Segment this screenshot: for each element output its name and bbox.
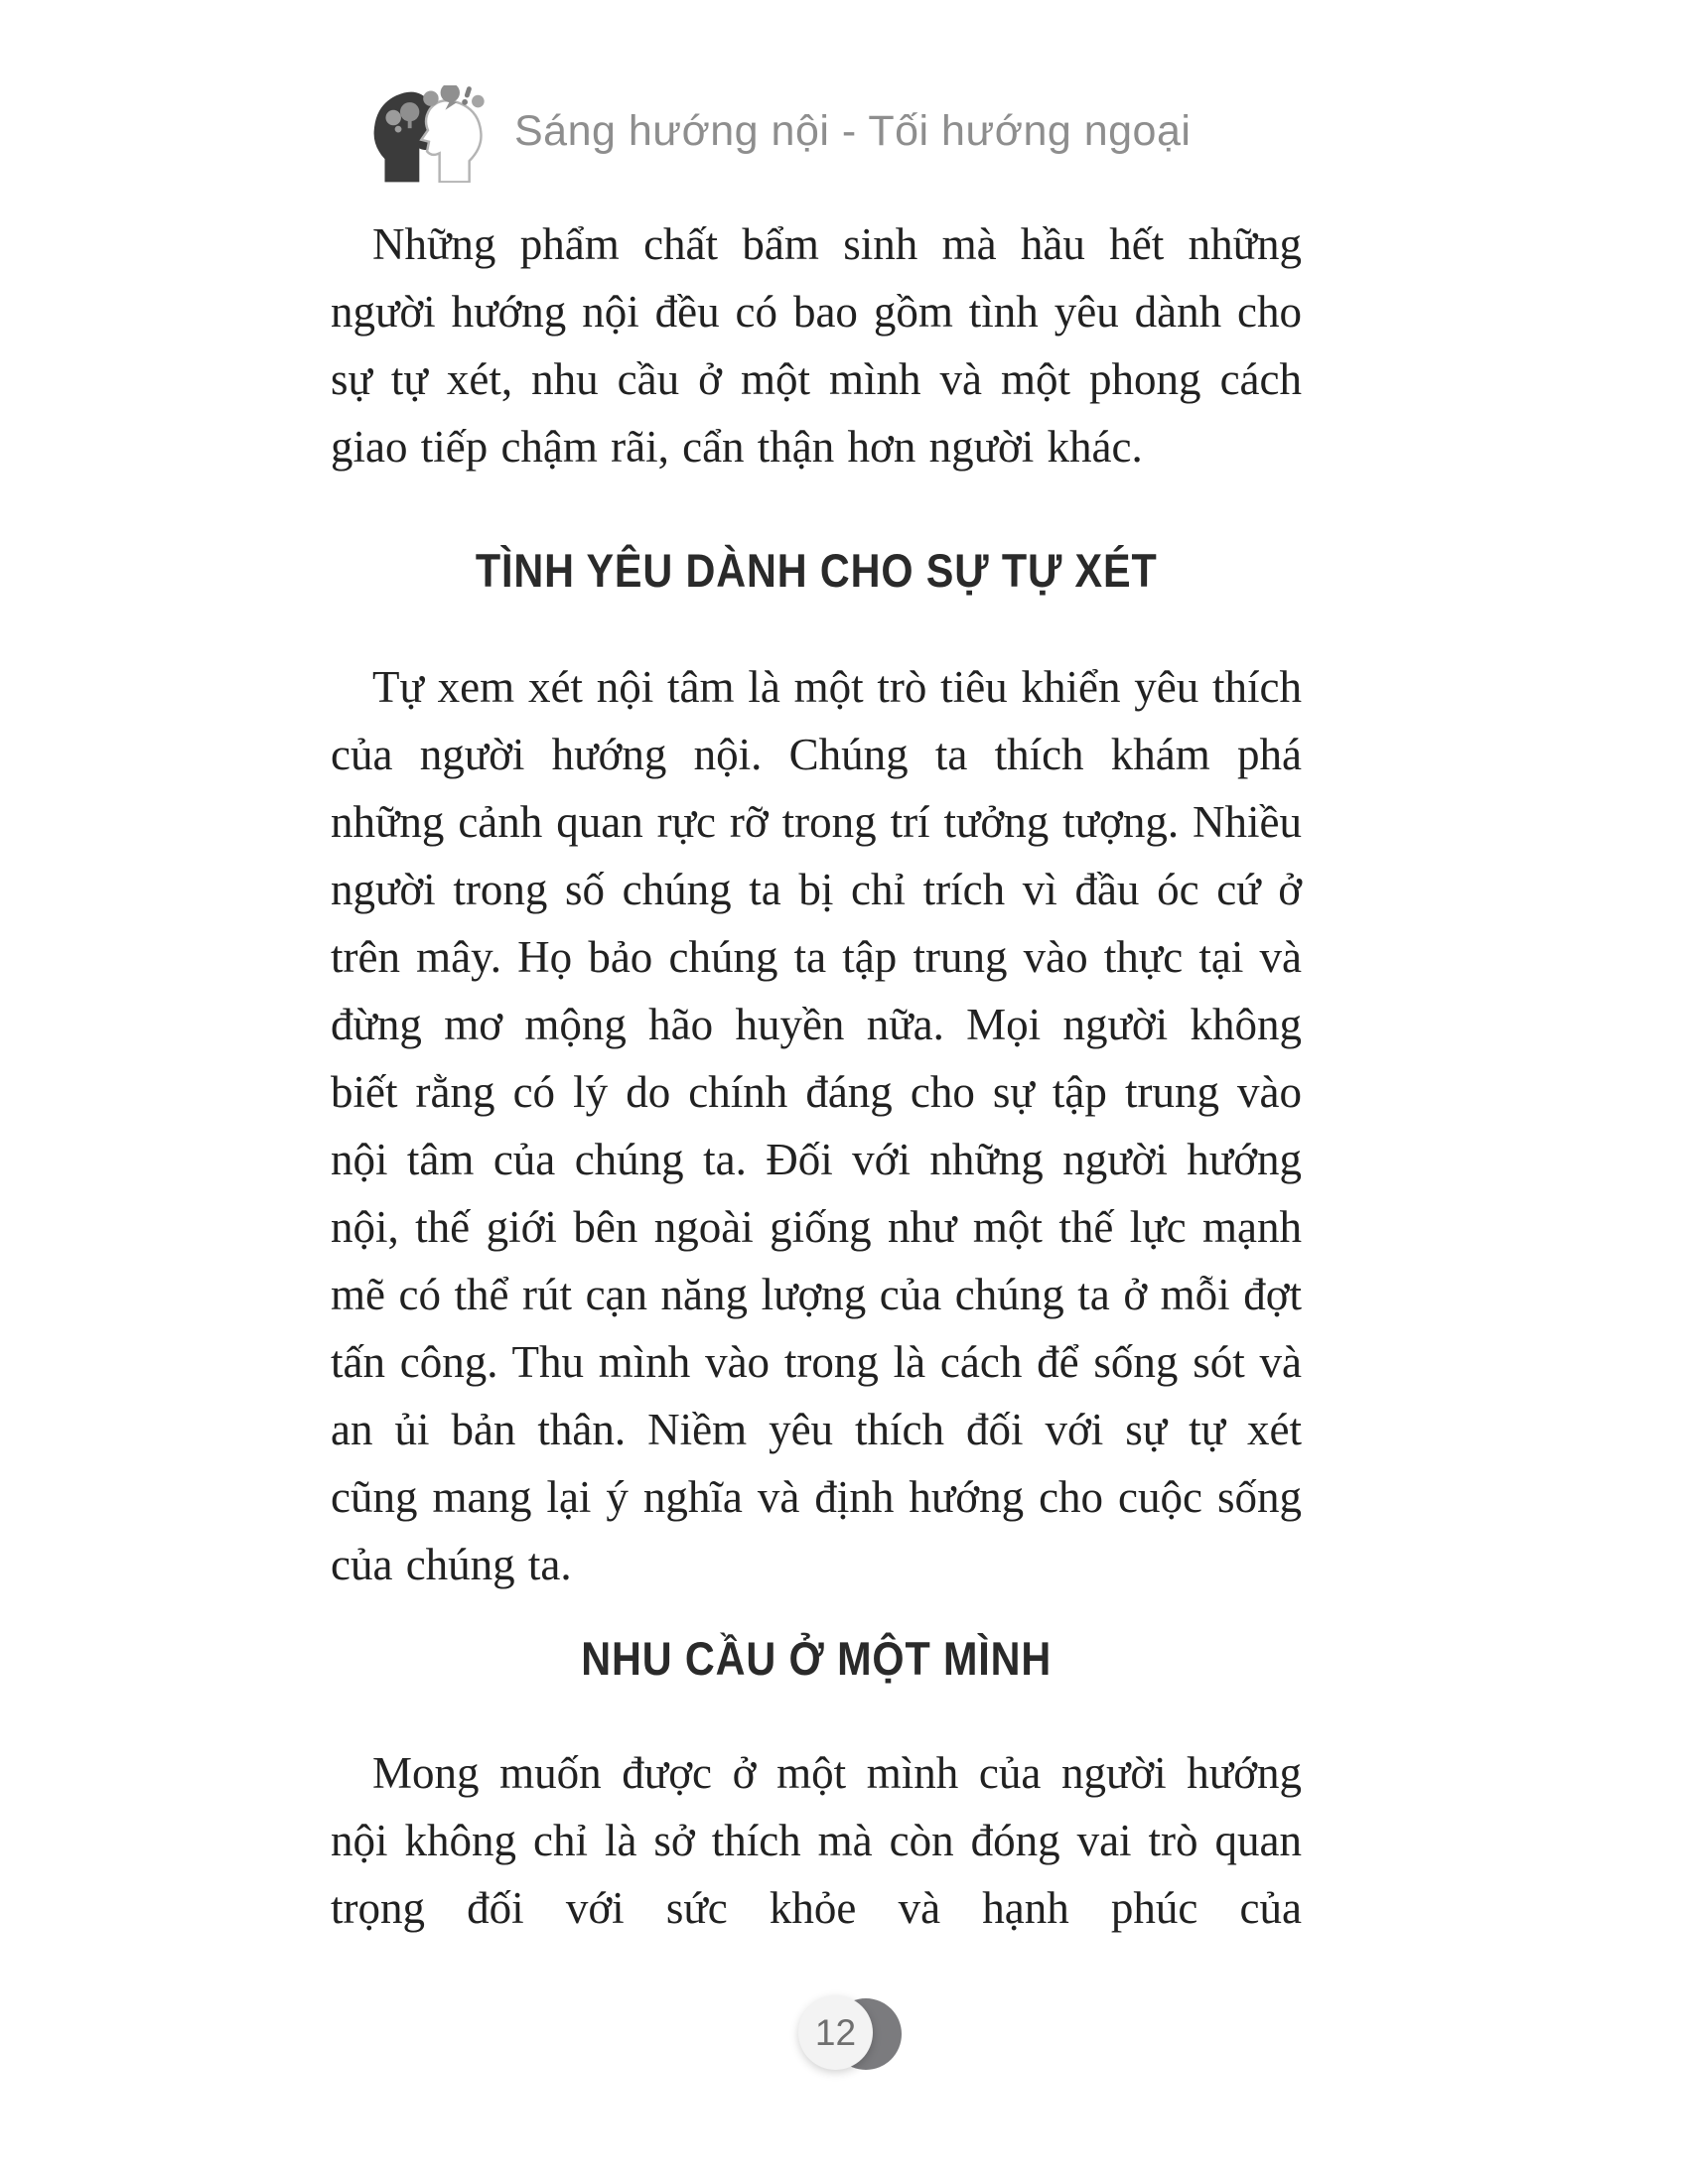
section-heading-text: TÌNH YÊU DÀNH CHO SỰ TỰ XÉT: [475, 544, 1158, 597]
paragraph: Tự xem xét nội tâm là một trò tiêu khiển yêu thích của người hướng nội. Chúng ta thích khám phá những cảnh quan rực rỡ trong trí tưởng tượng. Nhiều người trong số chúng ta bị chỉ trích vì đầu óc cứ ở trên mây. Họ bảo chúng ta tập trung vào thực tại và đừng mơ mộng hão huyền nữa. Mọi người không biết rằng có lý do chính đáng cho sự tập trung vào nội tâm của chúng ta. Đối với những người hướng nội, thế giới bên ngoài giống như một thế lực mạnh mẽ có thể rút cạn năng lượng của chúng ta ở mỗi đợt tấn công. Thu mình vào trong là cách để sống sót và an ủi bản thân. Niềm yêu thích đối với sự tự xét cũng mang lại ý nghĩa và định hướng cho cuộc sống của chúng ta.: [331, 662, 1302, 1589]
section-heading-love-of-introspection: [331, 540, 1302, 602]
page-content: [331, 210, 1302, 2075]
introvert-extrovert-heads-icon: [369, 85, 489, 183]
section-heading-need-for-solitude: [331, 1628, 1302, 1690]
book-title: Sáng hướng nội - Tối hướng ngoại: [514, 106, 1192, 155]
paragraph: Mong muốn được ở một mình của người hướng nội không chỉ là sở thích mà còn đóng vai trò quan trọng đối với sức khỏe và hạnh phúc của: [331, 1748, 1302, 1933]
moon-eclipse-page-badge-icon: [798, 1995, 906, 2075]
section-heading-text: NHU CẦU Ở MỘT MÌNH: [581, 1632, 1052, 1685]
badge-light-circle: [798, 1995, 873, 2070]
paragraph: Những phẩm chất bẩm sinh mà hầu hết những người hướng nội đều có bao gồm tình yêu dành cho sự tự xét, nhu cầu ở một mình và một phong cách giao tiếp chậm rãi, cẩn thận hơn người khác.: [331, 219, 1302, 472]
page-number: 12: [814, 2011, 857, 2053]
page-header: [369, 85, 1191, 183]
